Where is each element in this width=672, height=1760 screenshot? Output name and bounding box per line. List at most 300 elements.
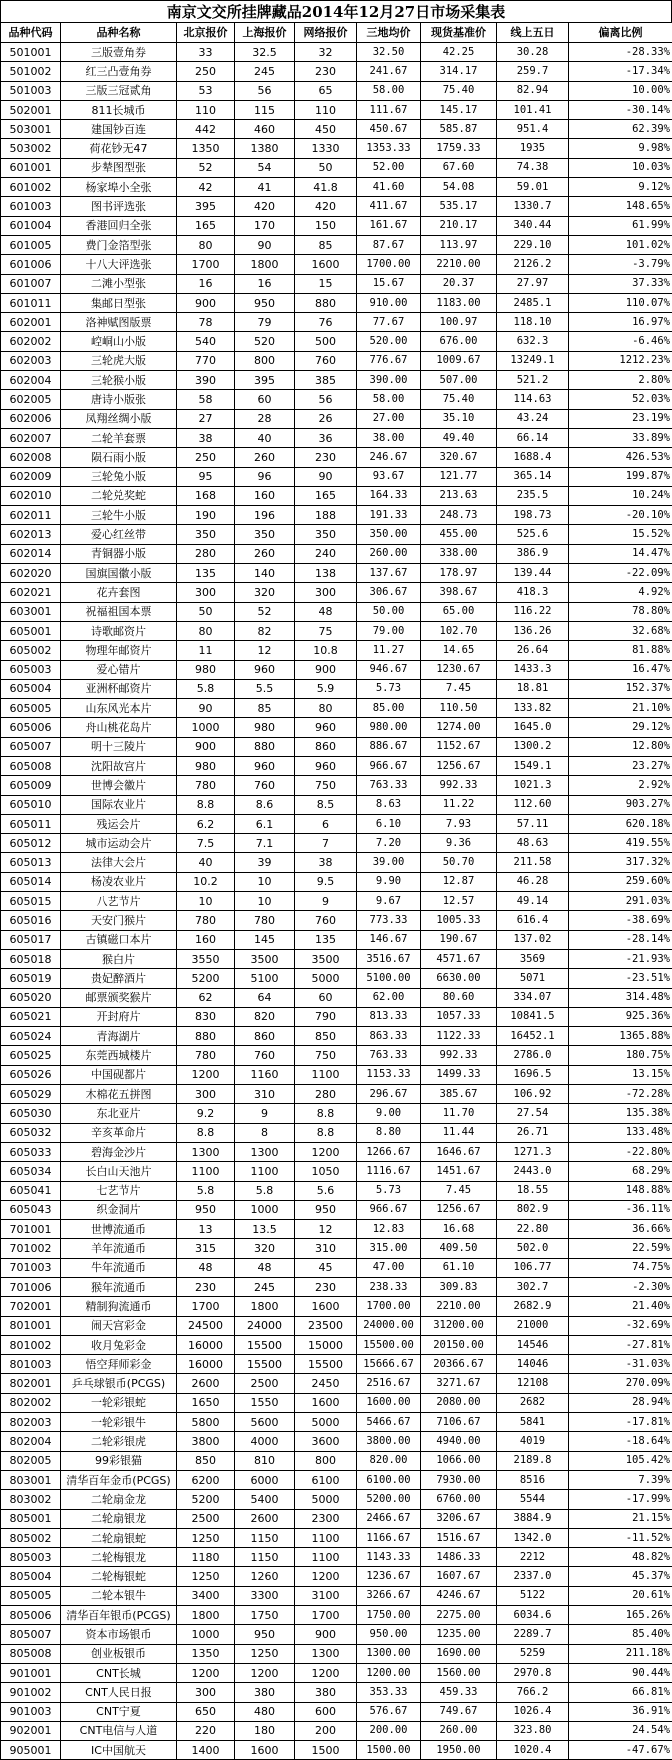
cell-average: 5.73	[357, 1181, 421, 1200]
cell-online: 760	[295, 351, 357, 370]
cell-average: 1500.00	[357, 1741, 421, 1760]
cell-benchmark: 1256.67	[421, 1200, 497, 1219]
cell-five-day: 16452.1	[497, 1027, 569, 1046]
cell-code: 602020	[1, 564, 61, 583]
cell-code: 605017	[1, 930, 61, 949]
cell-shanghai: 1100	[235, 1162, 295, 1181]
cell-five-day: 2682	[497, 1393, 569, 1412]
cell-code: 602003	[1, 351, 61, 370]
cell-online: 1600	[295, 255, 357, 274]
cell-shanghai: 320	[235, 583, 295, 602]
cell-deviation: 66.81%	[569, 1683, 672, 1702]
cell-name: 明十三陵片	[61, 737, 177, 756]
table-row	[1, 1007, 672, 1026]
cell-five-day: 302.7	[497, 1278, 569, 1297]
cell-online: 80	[295, 699, 357, 718]
cell-name: 步辇图型张	[61, 158, 177, 177]
cell-beijing: 980	[177, 756, 235, 775]
cell-five-day: 766.2	[497, 1683, 569, 1702]
cell-code: 601005	[1, 235, 61, 254]
cell-deviation: 9.12%	[569, 178, 672, 197]
cell-shanghai: 5400	[235, 1490, 295, 1509]
cell-code: 805008	[1, 1644, 61, 1663]
table-row	[1, 699, 672, 718]
cell-average: 62.00	[357, 988, 421, 1007]
cell-code: 605004	[1, 679, 61, 698]
cell-five-day: 1026.4	[497, 1702, 569, 1721]
cell-five-day: 27.97	[497, 274, 569, 293]
cell-online: 38	[295, 853, 357, 872]
cell-average: 161.67	[357, 216, 421, 235]
cell-name: 辛亥革命片	[61, 1123, 177, 1142]
cell-average: 260.00	[357, 544, 421, 563]
table-row	[1, 679, 672, 698]
cell-deviation: -17.34%	[569, 62, 672, 81]
cell-name: 青铜器小版	[61, 544, 177, 563]
cell-deviation: -21.93%	[569, 949, 672, 968]
cell-benchmark: 1009.67	[421, 351, 497, 370]
cell-shanghai: 2500	[235, 1374, 295, 1393]
cell-name: 崆峒山小版	[61, 332, 177, 351]
cell-code: 605025	[1, 1046, 61, 1065]
cell-online: 1700	[295, 1606, 357, 1625]
cell-benchmark: 11.44	[421, 1123, 497, 1142]
cell-name: 洛神赋图版票	[61, 313, 177, 332]
cell-deviation: 180.75%	[569, 1046, 672, 1065]
cell-average: 111.67	[357, 100, 421, 119]
cell-online: 15000	[295, 1335, 357, 1354]
cell-name: 十八大评选张	[61, 255, 177, 274]
cell-beijing: 168	[177, 486, 235, 505]
cell-deviation: -2.30%	[569, 1278, 672, 1297]
cell-name: CNT宁夏	[61, 1702, 177, 1721]
cell-shanghai: 96	[235, 467, 295, 486]
cell-five-day: 2289.7	[497, 1625, 569, 1644]
cell-beijing: 780	[177, 911, 235, 930]
cell-deviation: -11.52%	[569, 1528, 672, 1547]
cell-five-day: 3569	[497, 949, 569, 968]
cell-benchmark: 178.97	[421, 564, 497, 583]
cell-code: 605016	[1, 911, 61, 930]
table-row	[1, 139, 672, 158]
cell-five-day: 1433.3	[497, 660, 569, 679]
table-row	[1, 313, 672, 332]
table-row	[1, 795, 672, 814]
header-row	[1, 23, 672, 43]
cell-deviation: 85.40%	[569, 1625, 672, 1644]
cell-online: 188	[295, 506, 357, 525]
table-row	[1, 506, 672, 525]
cell-shanghai: 480	[235, 1702, 295, 1721]
cell-shanghai: 760	[235, 1046, 295, 1065]
cell-beijing: 2500	[177, 1509, 235, 1528]
cell-shanghai: 54	[235, 158, 295, 177]
cell-online: 1050	[295, 1162, 357, 1181]
cell-name: 集邮日型张	[61, 293, 177, 312]
cell-shanghai: 1600	[235, 1741, 295, 1760]
table-row	[1, 1393, 672, 1412]
cell-average: 137.67	[357, 564, 421, 583]
table-row	[1, 158, 672, 177]
cell-code: 605033	[1, 1142, 61, 1161]
cell-beijing: 300	[177, 583, 235, 602]
cell-name: 猴白片	[61, 949, 177, 968]
cell-online: 45	[295, 1258, 357, 1277]
cell-name: 爱心红丝带	[61, 525, 177, 544]
cell-benchmark: 65.00	[421, 602, 497, 621]
cell-deviation: 211.18%	[569, 1644, 672, 1663]
cell-average: 58.00	[357, 390, 421, 409]
cell-average: 520.00	[357, 332, 421, 351]
cell-name: 悟空拜师彩金	[61, 1355, 177, 1374]
cell-beijing: 135	[177, 564, 235, 583]
cell-shanghai: 90	[235, 235, 295, 254]
cell-code: 901003	[1, 1702, 61, 1721]
cell-online: 110	[295, 100, 357, 119]
cell-benchmark: 100.97	[421, 313, 497, 332]
cell-average: 9.00	[357, 1104, 421, 1123]
cell-five-day: 18.55	[497, 1181, 569, 1200]
cell-shanghai: 1250	[235, 1644, 295, 1663]
cell-average: 1600.00	[357, 1393, 421, 1412]
cell-online: 1200	[295, 1567, 357, 1586]
cell-online: 56	[295, 390, 357, 409]
cell-online: 3100	[295, 1586, 357, 1605]
cell-shanghai: 41	[235, 178, 295, 197]
table-row	[1, 1085, 672, 1104]
cell-average: 15666.67	[357, 1355, 421, 1374]
cell-deviation: 2.80%	[569, 371, 672, 390]
cell-deviation: -28.33%	[569, 43, 672, 62]
header-average: 三地均价	[357, 23, 421, 43]
cell-online: 41.8	[295, 178, 357, 197]
cell-benchmark: 260.00	[421, 1721, 497, 1740]
table-row	[1, 1278, 672, 1297]
cell-beijing: 300	[177, 1683, 235, 1702]
cell-five-day: 133.82	[497, 699, 569, 718]
cell-code: 801002	[1, 1335, 61, 1354]
cell-deviation: 33.89%	[569, 428, 672, 447]
cell-average: 3266.67	[357, 1586, 421, 1605]
table-row	[1, 120, 672, 139]
cell-shanghai: 79	[235, 313, 295, 332]
cell-benchmark: 314.17	[421, 62, 497, 81]
cell-beijing: 1350	[177, 1644, 235, 1663]
cell-code: 605032	[1, 1123, 61, 1142]
cell-code: 501003	[1, 81, 61, 100]
table-row	[1, 1316, 672, 1335]
cell-name: 碧海金沙片	[61, 1142, 177, 1161]
cell-benchmark: 1274.00	[421, 718, 497, 737]
cell-beijing: 780	[177, 776, 235, 795]
cell-name: 811长城币	[61, 100, 177, 119]
cell-online: 310	[295, 1239, 357, 1258]
cell-deviation: 270.09%	[569, 1374, 672, 1393]
cell-deviation: -22.09%	[569, 564, 672, 583]
cell-beijing: 42	[177, 178, 235, 197]
table-row	[1, 1065, 672, 1084]
cell-beijing: 53	[177, 81, 235, 100]
cell-code: 901001	[1, 1663, 61, 1682]
table-row	[1, 1162, 672, 1181]
cell-code: 602007	[1, 428, 61, 447]
cell-shanghai: 780	[235, 911, 295, 930]
cell-code: 601006	[1, 255, 61, 274]
cell-name: 七艺节片	[61, 1181, 177, 1200]
cell-average: 15500.00	[357, 1335, 421, 1354]
cell-five-day: 340.44	[497, 216, 569, 235]
cell-benchmark: 67.60	[421, 158, 497, 177]
cell-benchmark: 749.67	[421, 1702, 497, 1721]
cell-beijing: 780	[177, 1046, 235, 1065]
cell-shanghai: 460	[235, 120, 295, 139]
cell-name: 二滩小型张	[61, 274, 177, 293]
table-row	[1, 43, 672, 62]
cell-code: 605030	[1, 1104, 61, 1123]
cell-shanghai: 8	[235, 1123, 295, 1142]
cell-shanghai: 1550	[235, 1393, 295, 1412]
cell-deviation: 2.92%	[569, 776, 672, 795]
cell-beijing: 1700	[177, 255, 235, 274]
cell-average: 1353.33	[357, 139, 421, 158]
cell-online: 750	[295, 1046, 357, 1065]
cell-average: 77.67	[357, 313, 421, 332]
cell-benchmark: 1122.33	[421, 1027, 497, 1046]
cell-code: 802002	[1, 1393, 61, 1412]
cell-benchmark: 3271.67	[421, 1374, 497, 1393]
cell-beijing: 395	[177, 197, 235, 216]
cell-online: 600	[295, 1702, 357, 1721]
table-row	[1, 1683, 672, 1702]
cell-shanghai: 85	[235, 699, 295, 718]
cell-beijing: 1700	[177, 1297, 235, 1316]
cell-benchmark: 61.10	[421, 1258, 497, 1277]
table-row	[1, 1548, 672, 1567]
cell-five-day: 14546	[497, 1335, 569, 1354]
table-row	[1, 371, 672, 390]
cell-name: 凤翔丝绸小版	[61, 409, 177, 428]
cell-online: 300	[295, 583, 357, 602]
cell-average: 763.33	[357, 1046, 421, 1065]
cell-benchmark: 1560.00	[421, 1663, 497, 1682]
cell-code: 701003	[1, 1258, 61, 1277]
cell-five-day: 323.80	[497, 1721, 569, 1740]
table-row	[1, 197, 672, 216]
cell-name: IC中国航天	[61, 1741, 177, 1760]
cell-beijing: 16000	[177, 1355, 235, 1374]
table-row	[1, 1374, 672, 1393]
cell-online: 65	[295, 81, 357, 100]
cell-benchmark: 11.70	[421, 1104, 497, 1123]
cell-shanghai: 960	[235, 756, 295, 775]
cell-shanghai: 1750	[235, 1606, 295, 1625]
cell-average: 58.00	[357, 81, 421, 100]
cell-five-day: 49.14	[497, 892, 569, 911]
cell-name: 二轮扇银蛇	[61, 1528, 177, 1547]
cell-shanghai: 350	[235, 525, 295, 544]
cell-five-day: 43.24	[497, 409, 569, 428]
cell-average: 1116.67	[357, 1162, 421, 1181]
cell-beijing: 95	[177, 467, 235, 486]
cell-code: 601007	[1, 274, 61, 293]
cell-online: 5.9	[295, 679, 357, 698]
cell-five-day: 2786.0	[497, 1046, 569, 1065]
cell-name: 羊年流通币	[61, 1239, 177, 1258]
cell-benchmark: 9.36	[421, 834, 497, 853]
cell-shanghai: 13.5	[235, 1220, 295, 1239]
cell-average: 27.00	[357, 409, 421, 428]
cell-benchmark: 213.63	[421, 486, 497, 505]
cell-deviation: 133.48%	[569, 1123, 672, 1142]
cell-average: 24000.00	[357, 1316, 421, 1335]
cell-code: 601001	[1, 158, 61, 177]
cell-name: 收月兔彩金	[61, 1335, 177, 1354]
table-row	[1, 1509, 672, 1528]
cell-five-day: 18.81	[497, 679, 569, 698]
cell-code: 503001	[1, 120, 61, 139]
cell-five-day: 10841.5	[497, 1007, 569, 1026]
cell-average: 910.00	[357, 293, 421, 312]
cell-benchmark: 4940.00	[421, 1432, 497, 1451]
market-table	[0, 22, 672, 1760]
cell-code: 802001	[1, 1374, 61, 1393]
cell-deviation: 9.98%	[569, 139, 672, 158]
cell-shanghai: 1380	[235, 139, 295, 158]
cell-online: 500	[295, 332, 357, 351]
table-row	[1, 872, 672, 891]
cell-deviation: 925.36%	[569, 1007, 672, 1026]
cell-deviation: -27.81%	[569, 1335, 672, 1354]
table-row	[1, 776, 672, 795]
cell-name: 费门金箔型张	[61, 235, 177, 254]
cell-code: 605001	[1, 621, 61, 640]
cell-five-day: 1020.4	[497, 1741, 569, 1760]
cell-online: 48	[295, 602, 357, 621]
cell-beijing: 1200	[177, 1663, 235, 1682]
cell-code: 605002	[1, 641, 61, 660]
cell-average: 296.67	[357, 1085, 421, 1104]
cell-deviation: 15.52%	[569, 525, 672, 544]
cell-beijing: 1250	[177, 1567, 235, 1586]
cell-benchmark: 409.50	[421, 1239, 497, 1258]
table-row	[1, 81, 672, 100]
cell-benchmark: 210.17	[421, 216, 497, 235]
cell-five-day: 2485.1	[497, 293, 569, 312]
cell-online: 23500	[295, 1316, 357, 1335]
cell-code: 801003	[1, 1355, 61, 1374]
cell-deviation: -18.64%	[569, 1432, 672, 1451]
cell-five-day: 82.94	[497, 81, 569, 100]
table-row	[1, 718, 672, 737]
cell-deviation: 36.66%	[569, 1220, 672, 1239]
cell-name: 资本市场银币	[61, 1625, 177, 1644]
cell-name: 织金洞片	[61, 1200, 177, 1219]
cell-deviation: 314.48%	[569, 988, 672, 1007]
cell-beijing: 1200	[177, 1065, 235, 1084]
cell-shanghai: 10	[235, 892, 295, 911]
cell-deviation: 14.47%	[569, 544, 672, 563]
cell-deviation: -3.79%	[569, 255, 672, 274]
cell-deviation: 20.61%	[569, 1586, 672, 1605]
cell-benchmark: 320.67	[421, 448, 497, 467]
cell-shanghai: 880	[235, 737, 295, 756]
table-row	[1, 1663, 672, 1682]
cell-online: 60	[295, 988, 357, 1007]
cell-average: 863.33	[357, 1027, 421, 1046]
cell-online: 7	[295, 834, 357, 853]
cell-shanghai: 760	[235, 776, 295, 795]
cell-code: 605020	[1, 988, 61, 1007]
cell-shanghai: 196	[235, 506, 295, 525]
cell-benchmark: 11.22	[421, 795, 497, 814]
cell-average: 93.67	[357, 467, 421, 486]
cell-shanghai: 1000	[235, 1200, 295, 1219]
cell-online: 1500	[295, 1741, 357, 1760]
cell-shanghai: 170	[235, 216, 295, 235]
cell-deviation: 419.55%	[569, 834, 672, 853]
header-code: 品种代码	[1, 23, 61, 43]
cell-deviation: 68.29%	[569, 1162, 672, 1181]
cell-beijing: 1300	[177, 1142, 235, 1161]
cell-five-day: 802.9	[497, 1200, 569, 1219]
cell-deviation: 61.99%	[569, 216, 672, 235]
cell-name: 世博会徽片	[61, 776, 177, 795]
cell-benchmark: 585.87	[421, 120, 497, 139]
cell-deviation: -17.99%	[569, 1490, 672, 1509]
cell-beijing: 16000	[177, 1335, 235, 1354]
cell-beijing: 830	[177, 1007, 235, 1026]
table-row	[1, 1702, 672, 1721]
cell-deviation: 22.59%	[569, 1239, 672, 1258]
cell-deviation: 199.87%	[569, 467, 672, 486]
cell-code: 605008	[1, 756, 61, 775]
cell-shanghai: 245	[235, 62, 295, 81]
cell-benchmark: 50.70	[421, 853, 497, 872]
cell-shanghai: 1260	[235, 1567, 295, 1586]
cell-beijing: 850	[177, 1451, 235, 1470]
cell-name: 长白山天池片	[61, 1162, 177, 1181]
cell-benchmark: 1057.33	[421, 1007, 497, 1026]
cell-online: 1100	[295, 1528, 357, 1547]
cell-beijing: 950	[177, 1200, 235, 1219]
cell-five-day: 365.14	[497, 467, 569, 486]
cell-beijing: 650	[177, 1702, 235, 1721]
cell-benchmark: 2210.00	[421, 1297, 497, 1316]
cell-five-day: 116.22	[497, 602, 569, 621]
cell-beijing: 230	[177, 1278, 235, 1297]
cell-beijing: 78	[177, 313, 235, 332]
cell-benchmark: 455.00	[421, 525, 497, 544]
cell-shanghai: 39	[235, 853, 295, 872]
table-row	[1, 756, 672, 775]
cell-code: 601002	[1, 178, 61, 197]
cell-deviation: 148.65%	[569, 197, 672, 216]
cell-shanghai: 1150	[235, 1548, 295, 1567]
cell-code: 601004	[1, 216, 61, 235]
table-row	[1, 486, 672, 505]
cell-average: 450.67	[357, 120, 421, 139]
cell-online: 90	[295, 467, 357, 486]
cell-code: 805005	[1, 1586, 61, 1605]
cell-online: 790	[295, 1007, 357, 1026]
cell-shanghai: 800	[235, 351, 295, 370]
cell-five-day: 66.14	[497, 428, 569, 447]
table-row	[1, 1644, 672, 1663]
cell-shanghai: 60	[235, 390, 295, 409]
cell-shanghai: 1200	[235, 1663, 295, 1682]
cell-name: 一轮彩银蛇	[61, 1393, 177, 1412]
cell-name: 精制狗流通币	[61, 1297, 177, 1316]
